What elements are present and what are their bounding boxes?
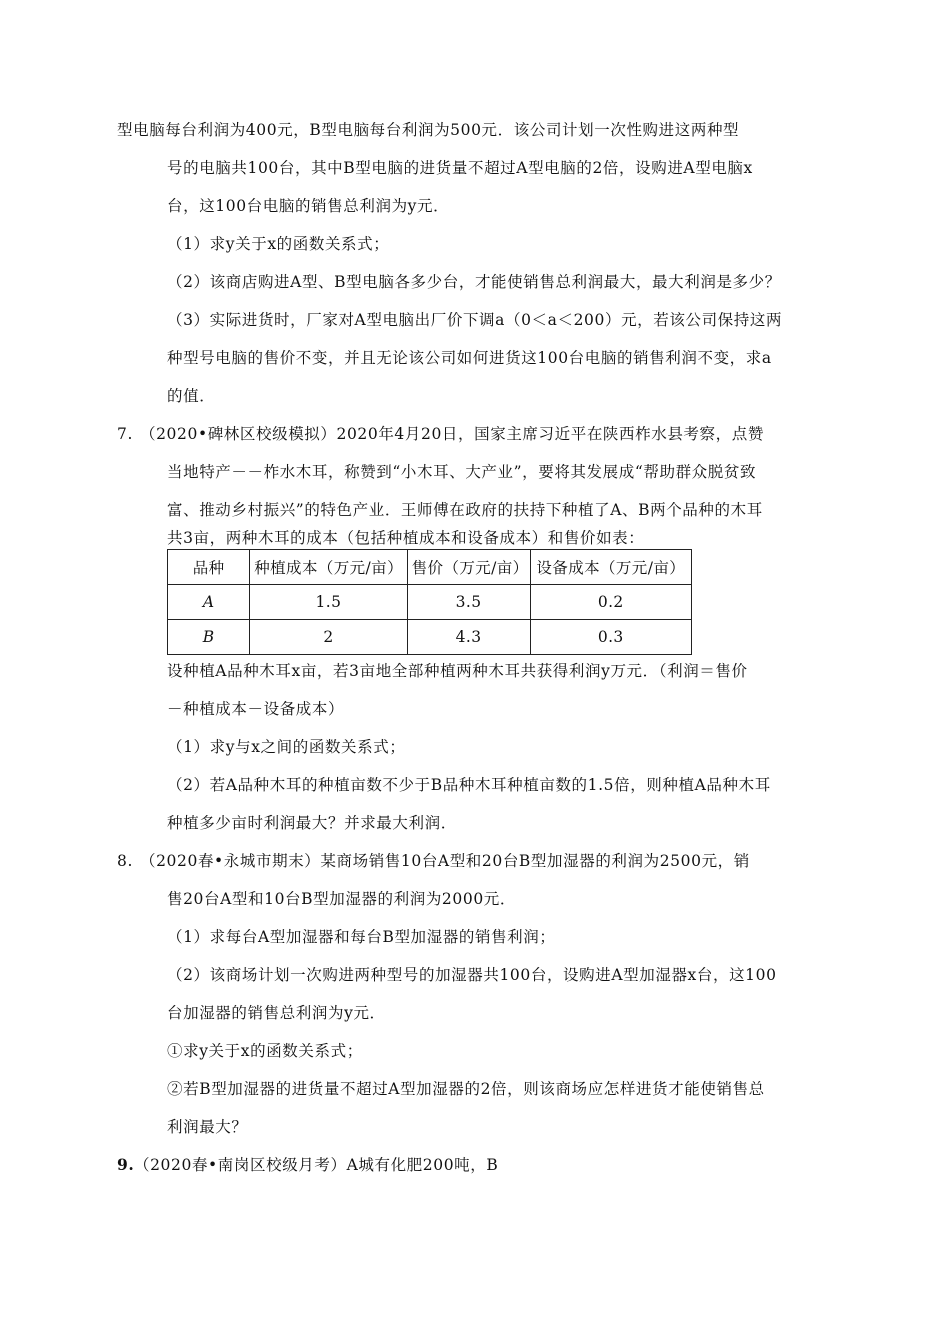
table-cell: 2 bbox=[250, 620, 407, 655]
table-cell: 0.2 bbox=[530, 585, 691, 620]
q7-after-2: －种植成本－设备成本） bbox=[167, 700, 345, 718]
cost-price-table bbox=[167, 549, 692, 655]
q8-part-2: （2）该商场计划一次购进两种型号的加湿器共100台，设购进A型加湿器x台，这100 bbox=[167, 966, 777, 984]
table-header-cell: 设备成本（万元/亩） bbox=[530, 550, 691, 585]
q6-part-3-cont: 种型号电脑的售价不变，并且无论该公司如何进货这100台电脑的销售利润不变，求a bbox=[167, 349, 772, 367]
table-row bbox=[168, 585, 692, 620]
table-header-row bbox=[168, 550, 692, 585]
q8-part-2-cont: 台加湿器的销售总利润为y元． bbox=[167, 1004, 386, 1022]
table-row bbox=[168, 620, 692, 655]
table-header-cell: 售价（万元/亩） bbox=[407, 550, 530, 585]
q6-line-3: 台，这100台电脑的销售总利润为y元． bbox=[167, 197, 450, 215]
q7-line-1: （2020•碑林区校级模拟）2020年4月20日，国家主席习近平在陕西柞水县考察，点赞 bbox=[140, 425, 764, 443]
table-header-cell: 种植成本（万元/亩） bbox=[250, 550, 407, 585]
q7-after-1: 设种植A品种木耳x亩，若3亩地全部种植两种木耳共获得利润y万元．（利润＝售价 bbox=[167, 662, 748, 680]
table-cell: 0.3 bbox=[530, 620, 691, 655]
q9-number: 9. bbox=[117, 1155, 135, 1174]
q7-part-1: （1）求y与x之间的函数关系式； bbox=[167, 738, 406, 756]
q7-number: 7. bbox=[117, 425, 133, 443]
table-cell: 4.3 bbox=[407, 620, 530, 655]
q8-part-1: （1）求每台A型加湿器和每台B型加湿器的销售利润； bbox=[167, 928, 556, 946]
q7-part-2: （2）若A品种木耳的种植亩数不少于B品种木耳种植亩数的1.5倍，则种植A品种木耳 bbox=[167, 776, 771, 794]
q7-part-2-cont: 种植多少亩时利润最大？并求最大利润． bbox=[167, 814, 457, 832]
q8-line-1: （2020春•永城市期末）某商场销售10台A型和20台B型加湿器的利润为2500元，销 bbox=[140, 852, 750, 870]
q6-line-2: 号的电脑共100台，其中B型电脑的进货量不超过A型电脑的2倍，设购进A型电脑x bbox=[167, 159, 753, 177]
q9-line-1: （2020春•南岗区校级月考）A城有化肥200吨，B bbox=[134, 1156, 499, 1174]
table-cell: B bbox=[168, 620, 250, 655]
q6-part-3: （3）实际进货时，厂家对A型电脑出厂价下调a（0＜a＜200）元，若该公司保持这两 bbox=[167, 311, 783, 329]
q8-sub-2-cont: 利润最大？ bbox=[167, 1118, 248, 1136]
q8-number: 8. bbox=[117, 852, 133, 870]
q8-sub-1: ①求y关于x的函数关系式； bbox=[167, 1042, 363, 1060]
table-header-cell: 品种 bbox=[168, 550, 250, 585]
q6-part-1: （1）求y关于x的函数关系式； bbox=[167, 235, 390, 253]
q8-line-2: 售20台A型和10台B型加湿器的利润为2000元． bbox=[167, 890, 516, 908]
q6-part-3-end: 的值． bbox=[167, 387, 216, 405]
q6-part-2: （2）该商店购进A型、B型电脑各多少台，才能使销售总利润最大，最大利润是多少？ bbox=[167, 273, 781, 291]
q7-line-4: 共3亩，两种木耳的成本（包括种植成本和设备成本）和售价如表： bbox=[167, 529, 645, 547]
q7-line-3: 富、推动乡村振兴”的特色产业．王师傅在政府的扶持下种植了A、B两个品种的木耳 bbox=[167, 501, 763, 519]
table-cell: A bbox=[168, 585, 250, 620]
q7-line-2: 当地特产－－柞水木耳，称赞到“小木耳、大产业”，要将其发展成“帮助群众脱贫致 bbox=[167, 463, 757, 481]
table-cell: 1.5 bbox=[250, 585, 407, 620]
q8-sub-2: ②若B型加湿器的进货量不超过A型加湿器的2倍，则该商场应怎样进货才能使销售总 bbox=[167, 1080, 765, 1098]
q6-line-1: 型电脑每台利润为400元，B型电脑每台利润为500元．该公司计划一次性购进这两种型 bbox=[117, 121, 740, 139]
table-cell: 3.5 bbox=[407, 585, 530, 620]
